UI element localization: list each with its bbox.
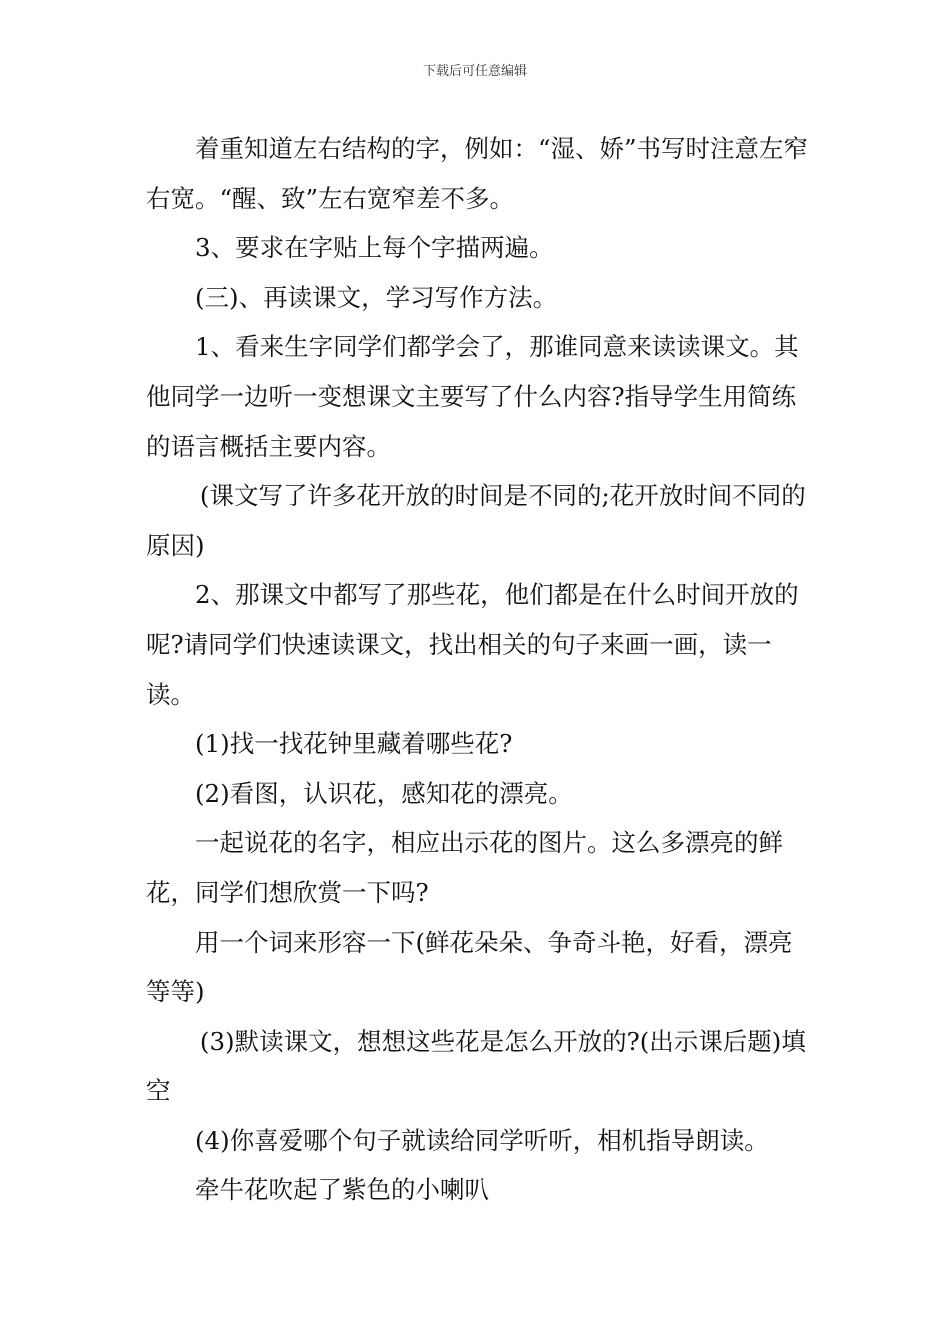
- list-item-silent-reading: (3)默读课文，想想这些花是怎么开放的?(出示课后题)填空: [146, 1026, 806, 1106]
- list-item-find-flowers: (1)找一找花钟里藏着哪些花?: [195, 729, 513, 759]
- paragraph-describe-with-word: 用一个词来形容一下(鲜花朵朵、争奇斗艳，好看，漂亮等等): [146, 927, 793, 1007]
- paragraph-main-content-answer: (课文写了许多花开放的时间是不同的;花开放时间不同的原因): [146, 481, 806, 560]
- paragraph-say-flower-names: 一起说花的名字，相应出示花的图片。这么多漂亮的鲜花，同学们想欣赏一下吗?: [146, 828, 783, 907]
- page-header: 下载后可任意编辑: [422, 64, 527, 79]
- section-heading-reread: (三)、再读课文，学习写作方法。: [195, 282, 558, 312]
- document-body: [146, 124, 811, 1215]
- paragraph-left-right-structure: 着重知道左右结构的字，例如：“湿、娇”书写时注意左窄右宽。“醒、致”左右宽窄差不多。: [146, 134, 809, 213]
- list-item-favorite-sentence: (4)你喜爱哪个句子就读给同学听听，相机指导朗读。: [195, 1125, 769, 1155]
- paragraph-copybook-tracing: 3、要求在字贴上每个字描两遍。: [195, 233, 554, 263]
- paragraph-which-flowers: 2、那课文中都写了那些花，他们都是在什么时间开放的呢?请同学们快速读课文，找出相关的句子来画一画，读一读。: [146, 580, 799, 709]
- paragraph-morning-glory: 牵牛花吹起了紫色的小喇叭: [195, 1175, 489, 1205]
- list-item-view-pictures: (2)看图，认识花，感知花的漂亮。: [195, 778, 573, 808]
- paragraph-read-text-aloud: 1、看来生字同学们都学会了，那谁同意来读读课文。其他同学一边听一变想课文主要写了什么内容?指导学生用简练的语言概括主要内容。: [146, 332, 799, 461]
